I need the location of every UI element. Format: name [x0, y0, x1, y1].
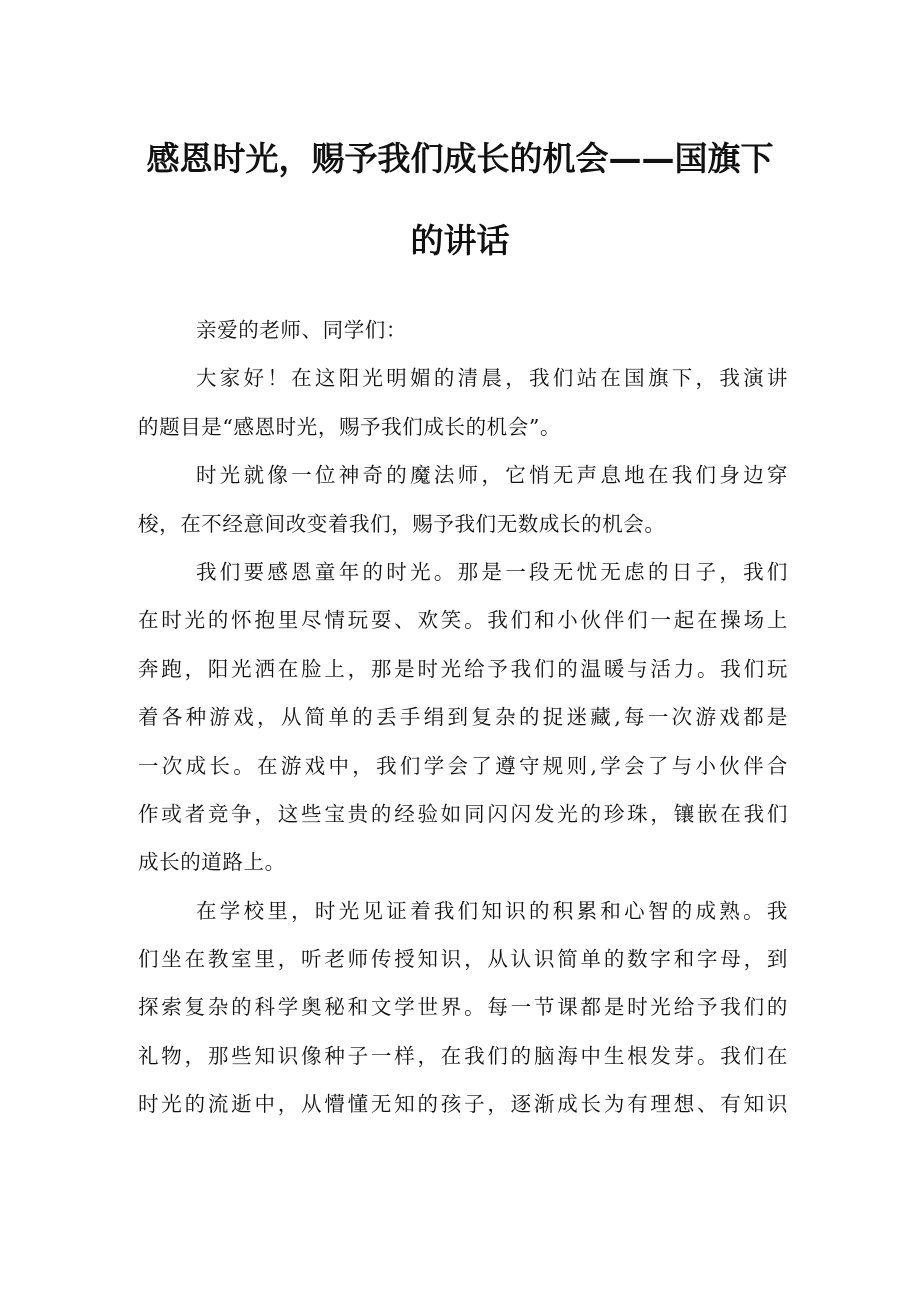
paragraph-line: 奔跑，阳光洒在脸上，那是时光给予我们的温暖与活力。我们玩: [138, 656, 788, 681]
paragraph-line: 一次成长。在游戏中，我们学会了遵守规则,学会了与小伙伴合: [138, 753, 788, 778]
speech-body: [138, 306, 788, 1129]
paragraph-line: 探索复杂的科学奥秘和文学世界。每一节课都是时光给予我们的: [138, 995, 788, 1020]
paragraph-line: 的题目是“感恩时光，赐予我们成长的机会”。: [138, 414, 562, 439]
title-line-2: 的讲话: [410, 221, 510, 260]
document-title: [120, 118, 800, 282]
paragraph-line: 着各种游戏，从简单的丢手绢到复杂的捉迷藏,每一次游戏都是: [138, 705, 788, 730]
paragraph-line: 梭，在不经意间改变着我们，赐予我们无数成长的机会。: [138, 511, 666, 536]
paragraph-line: 成长的道路上。: [138, 850, 286, 875]
paragraph-line: 时光就像一位神奇的魔法师，它悄无声息地在我们身边穿: [196, 463, 788, 488]
paragraph-line: 在时光的怀抱里尽情玩耍、欢笑。我们和小伙伴们一起在操场上: [138, 608, 788, 633]
paragraph-line: 时光的流逝中，从懵懂无知的孩子，逐渐成长为有理想、有知识: [138, 1092, 788, 1117]
paragraph-line: 大家好！在这阳光明媚的清晨，我们站在国旗下，我演讲: [196, 366, 788, 391]
title-line-1: 感恩时光，赐予我们成长的机会——国旗下: [146, 139, 774, 178]
paragraph-line: 在学校里，时光见证着我们知识的积累和心智的成熟。我: [196, 898, 788, 923]
paragraph-line: 我们要感恩童年的时光。那是一段无忧无虑的日子，我们: [196, 559, 788, 584]
paragraph-line: 作或者竞争，这些宝贵的经验如同闪闪发光的珍珠，镶嵌在我们: [138, 801, 788, 826]
paragraph-line: 们坐在教室里，听老师传授知识，从认识简单的数字和字母，到: [138, 947, 788, 972]
salutation-line: 亲爱的老师、同学们：: [196, 318, 407, 342]
paragraph-line: 礼物，那些知识像种子一样，在我们的脑海中生根发芽。我们在: [138, 1043, 788, 1068]
